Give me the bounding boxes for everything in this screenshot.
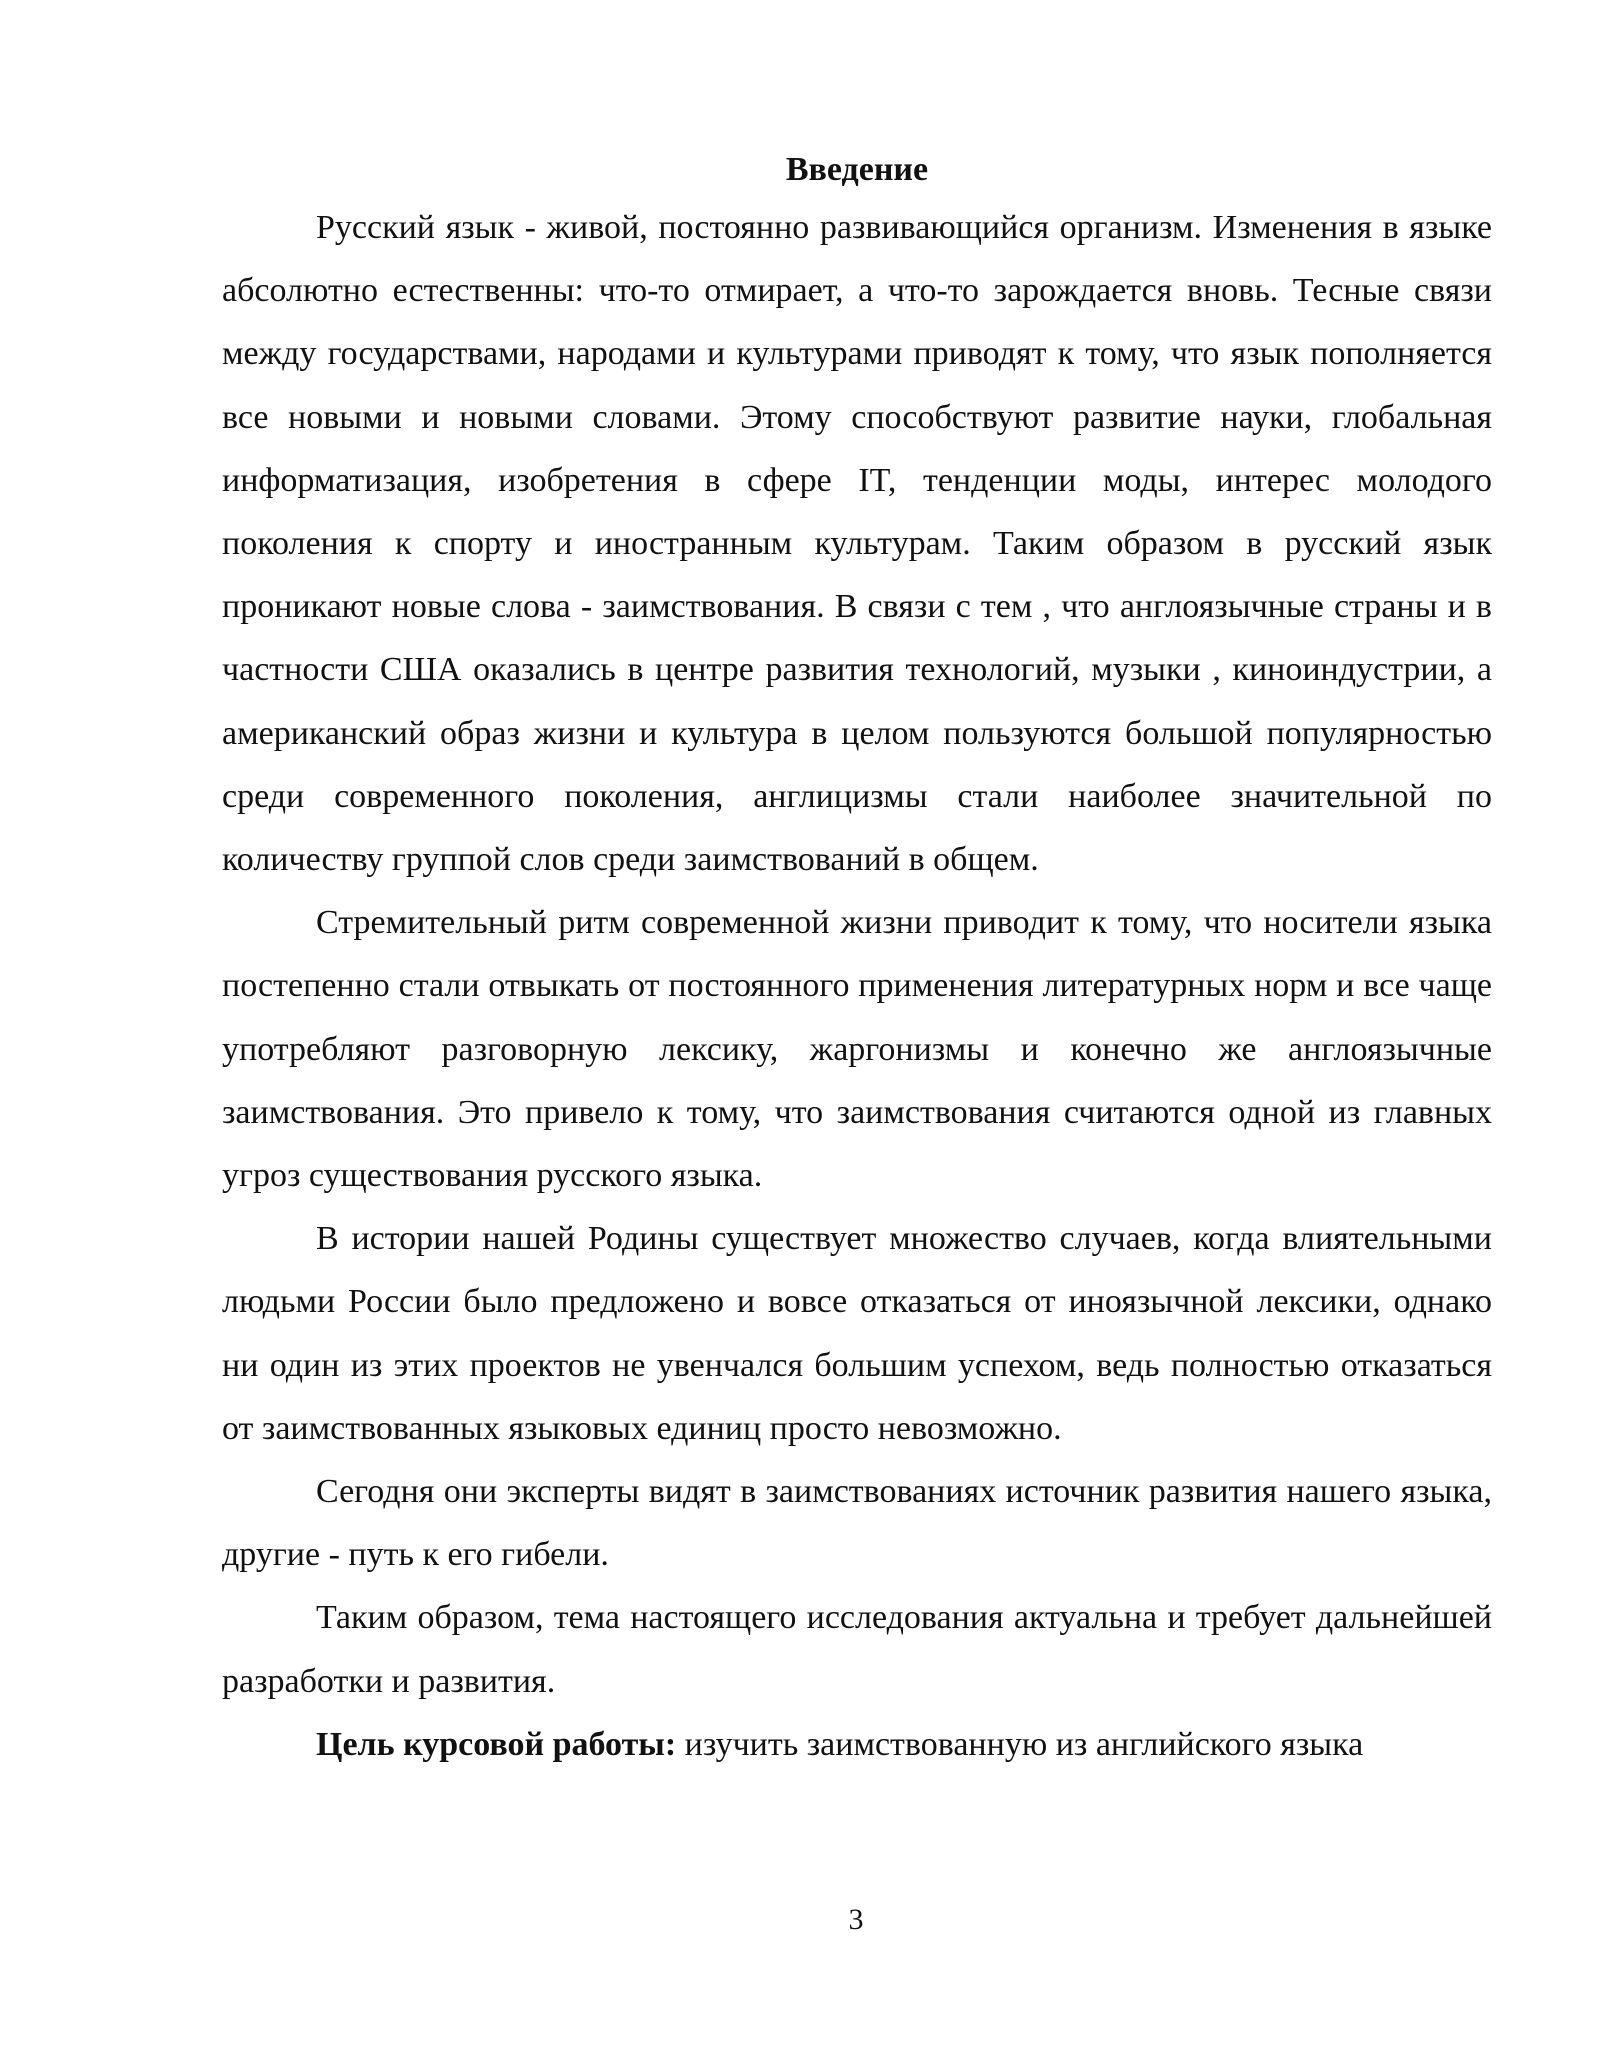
paragraph-4-text: Сегодня они эксперты видят в заимствованиях источник развития нашего языка, другие - путь к его гибели. [222,1473,1492,1574]
page-content [222,144,1492,1776]
page-title: Введение [785,151,929,188]
paragraph-3 [222,1207,1492,1460]
goal-label: Цель курсовой работы: [316,1725,677,1763]
paragraph-goal [222,1713,1492,1776]
paragraph-1 [222,196,1492,891]
paragraph-5 [222,1586,1492,1712]
paragraph-3-text: В истории нашей Родины существует множество случаев, когда влиятельными людьми России было предложено и вовсе отказаться от иноязычной лексики, однако ни один из этих проектов не увенчался большим успехом, ведь полностью отказаться от заимствованных языковых единиц просто невозможно. [222,1220,1492,1447]
paragraph-2-text: Стремительный ритм современной жизни приводит к тому, что носители языка постепенно стали отвыкать от постоянного применения литературных норм и все чаще употребляют разговорную лексику, жаргонизмы и конечно же англоязычные заимствования. Это привело к тому, что заимствования считаются одной из главных угроз существования русского языка. [222,904,1492,1195]
paragraph-2 [222,891,1492,1207]
paragraph-4 [222,1460,1492,1586]
page-number: 3 [848,1903,864,1936]
paragraph-1-text: Русский язык - живой, постоянно развивающийся организм. Изменения в языке абсолютно естественны: что-то отмирает, а что-то зарождается вновь. Тесные связи между государствами, народами и культурами приводят к тому, что язык пополняется все новыми и новыми словами. Этому способствуют развитие науки, глобальная информатизация, изобретения в сфере IT, тенденции моды, интерес молодого поколения к спорту и иностранным культурам. Таким образом в русский язык проникают новые слова - заимствования. В связи с тем , что англоязычные страны и в частности США оказались в центре развития технологий, музыки , киноиндустрии, а американский образ жизни и культура в целом пользуются большой популярностью среди современного поколения, англицизмы стали наиболее значительной по количеству группой слов среди заимствований в общем. [222,209,1492,879]
paragraph-5-text: Таким образом, тема настоящего исследования актуальна и требует дальнейшей разработки и развития. [222,1599,1492,1700]
goal-text: изучить заимствованную из английского языка [676,1725,1364,1763]
